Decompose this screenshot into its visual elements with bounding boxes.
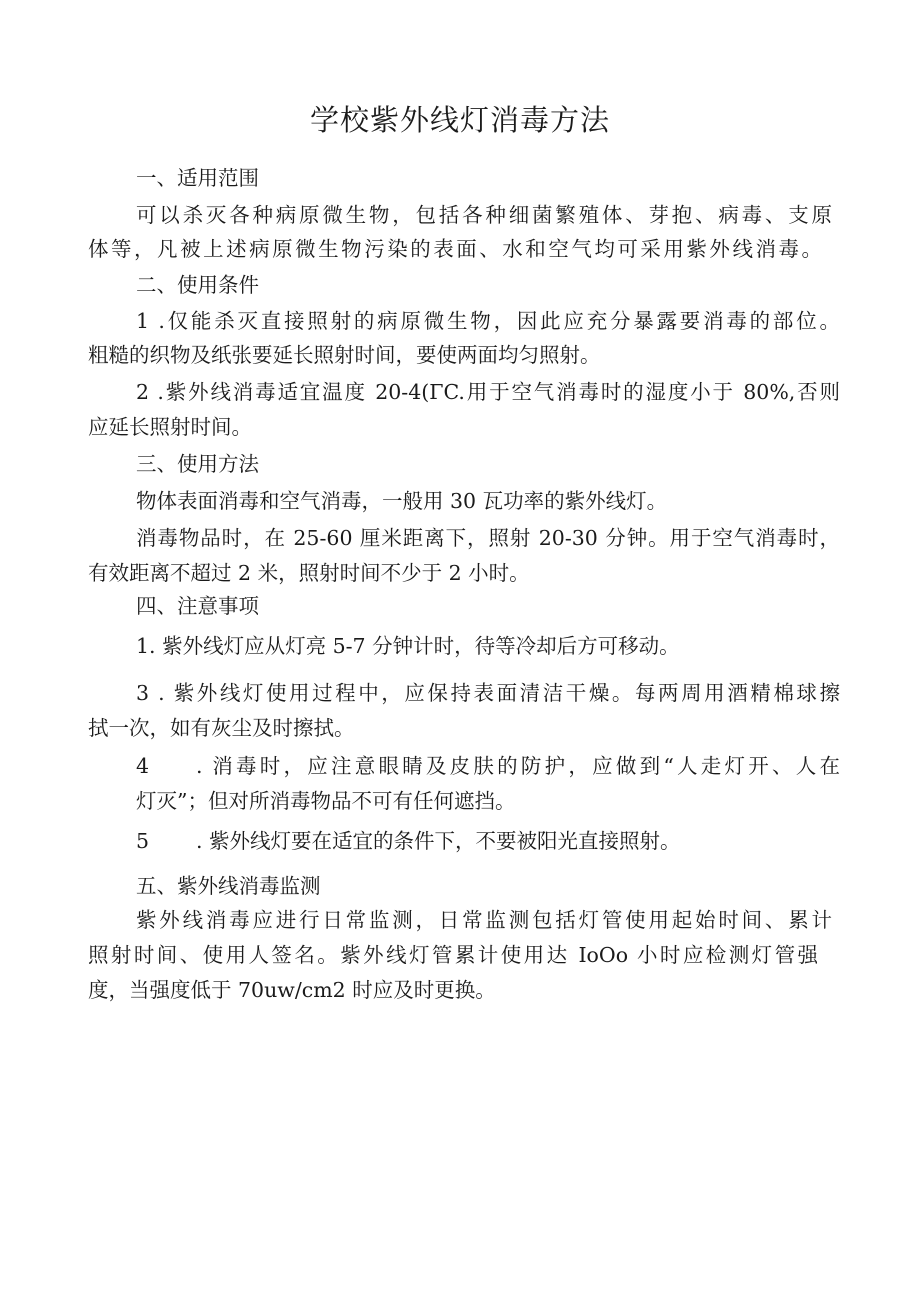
section-5-line-3: 度，当强度低于 70uw/cm2 时应及时更换。 [88,978,496,1002]
section-4-item-5-number: 5 [136,829,150,853]
section-3-heading: 三、使用方法 [136,452,259,476]
section-4-item-1: 1. 紫外线灯应从灯亮 5-7 分钟计时，待等冷却后方可移动。 [136,634,680,658]
section-1-heading: 一、适用范围 [136,166,259,190]
section-3-para-2-line-1: 消毒物品时，在 25-60 厘米距离下，照射 20-30 分钟。用于空气消毒时， [136,526,840,550]
section-3-para-1: 物体表面消毒和空气消毒，一般用 30 瓦功率的紫外线灯。 [136,489,668,513]
section-4-heading: 四、注意事项 [136,594,259,618]
section-5-line-2: 照射时间、使用人签名。紫外线灯管累计使用达 IoOo 小时应检测灯管强 [88,943,818,967]
section-4-item-3-line-1: 3 . 紫外线灯使用过程中，应保持表面清洁干燥。每两周用酒精棉球擦 [136,681,840,705]
section-2-item-1-line-2: 粗糙的织物及纸张要延长照射时间，要使两面均匀照射。 [88,343,601,367]
section-1-line-1: 可以杀灭各种病原微生物，包括各种细菌繁殖体、芽抱、病毒、支原 [136,203,832,227]
section-2-heading: 二、使用条件 [136,273,259,297]
section-2-item-1-line-1: 1 .仅能杀灭直接照射的病原微生物，因此应充分暴露要消毒的部位。 [136,309,840,333]
section-4-item-5: . 紫外线灯要在适宜的条件下，不要被阳光直接照射。 [196,829,681,853]
section-5-line-1: 紫外线消毒应进行日常监测，日常监测包括灯管使用起始时间、累计 [136,908,832,932]
section-4-item-4-line-1: . 消毒时，应注意眼睛及皮肤的防护，应做到“人走灯开、人在 [196,754,840,778]
section-4-item-4-number: 4 [136,754,150,778]
section-1-line-2: 体等，凡被上述病原微生物污染的表面、水和空气均可采用紫外线消毒。 [88,237,822,261]
section-4-item-4-line-2: 灯灭”；但对所消毒物品不可有任何遮挡。 [136,789,516,813]
section-3-para-2-line-2: 有效距离不超过 2 米，照射时间不少于 2 小时。 [88,561,530,585]
document-title: 学校紫外线灯消毒方法 [309,103,610,137]
section-2-item-2-line-1: 2 .紫外线消毒适宜温度 20-4(ΓC.用于空气消毒时的湿度小于 80%,否则 [136,380,840,404]
section-5-heading: 五、紫外线消毒监测 [136,874,321,898]
section-4-item-3-line-2: 拭一次，如有灰尘及时擦拭。 [88,716,355,740]
section-2-item-2-line-2: 应延长照射时间。 [88,415,252,439]
